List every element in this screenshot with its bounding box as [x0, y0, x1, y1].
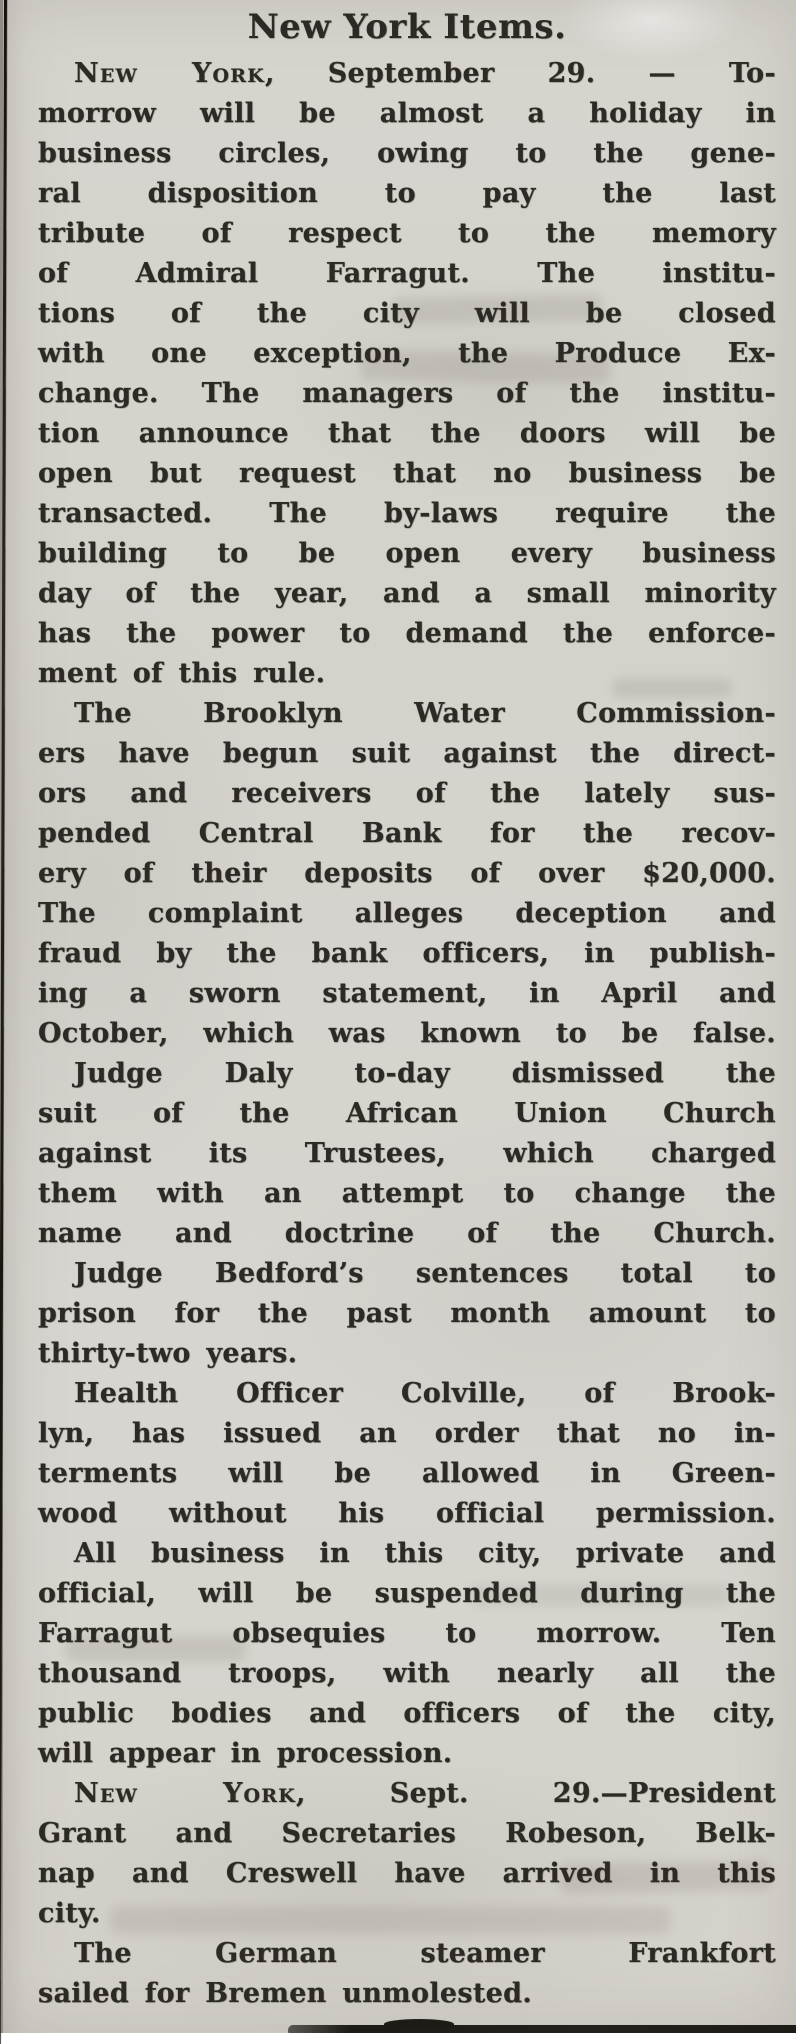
article-line: thirty-two years.: [38, 1338, 298, 1369]
article-line: Judge Daly to-day dismissed the: [74, 1058, 776, 1089]
article-line: fraud by the bank officers, in publish-: [38, 938, 776, 969]
article-line: October, which was known to be false.: [38, 1018, 776, 1049]
article-line: name and doctrine of the Church.: [38, 1218, 776, 1249]
article-line: city.: [38, 1898, 101, 1929]
article-line: with one exception, the Produce Ex-: [38, 338, 776, 369]
article-line: ors and receivers of the lately sus-: [38, 778, 776, 809]
article-line: ral disposition to pay the last: [38, 178, 776, 209]
article-line: transacted. The by-laws require the: [38, 498, 776, 529]
article-line: tion announce that the doors will be: [38, 418, 776, 449]
article-line: of Admiral Farragut. The institu-: [38, 258, 776, 289]
article-line: open but request that no business be: [38, 458, 776, 489]
dateline-smallcaps: New York: [74, 58, 265, 89]
article-line: ing a sworn statement, in April and: [38, 978, 776, 1009]
article-line: ery of their deposits of over $20,000.: [38, 858, 776, 889]
article-line: business circles, owing to the gene-: [38, 138, 776, 169]
dateline-smallcaps: New York: [74, 1778, 297, 1809]
article-line: change. The managers of the institu-: [38, 378, 776, 409]
article-line: wood without his official permission.: [38, 1498, 776, 1529]
article-line: pended Central Bank for the recov-: [38, 818, 776, 849]
article-line: Judge Bedford’s sentences total to: [74, 1258, 776, 1289]
article-line: [38, 1774, 776, 1814]
article-line: terments will be allowed in Green-: [38, 1458, 776, 1489]
article-line: nap and Creswell have arrived in this: [38, 1858, 776, 1889]
article-line: Farragut obsequies to morrow. Ten: [38, 1618, 776, 1649]
article-line: ers have begun suit against the direct-: [38, 738, 776, 769]
article-line: them with an attempt to change the: [38, 1178, 776, 1209]
article-line: Health Officer Colville, of Brook-: [74, 1378, 776, 1409]
article-line: The German steamer Frankfort: [74, 1938, 776, 1969]
article-line: The Brooklyn Water Commission-: [74, 698, 776, 729]
article-line: prison for the past month amount to: [38, 1298, 776, 1329]
article-line: morrow will be almost a holiday in: [38, 98, 776, 129]
article-line: Grant and Secretaries Robeson, Belk-: [38, 1818, 776, 1849]
article-line: suit of the African Union Church: [38, 1098, 776, 1129]
line-segment: , Sept. 29.—President: [296, 1778, 776, 1809]
article-line: tribute of respect to the memory: [38, 218, 776, 249]
article-line: tions of the city will be closed: [38, 298, 776, 329]
article-line: lyn, has issued an order that no in-: [38, 1418, 776, 1449]
article-line: All business in this city, private and: [74, 1538, 776, 1569]
article-line: sailed for Bremen unmolested.: [38, 1978, 533, 2009]
article-line: will appear in procession.: [38, 1738, 453, 1769]
article-line: thousand troops, with nearly all the: [38, 1658, 776, 1689]
article-line: day of the year, and a small minority: [38, 578, 776, 609]
article-body: [38, 54, 776, 2014]
line-segment: , September 29. — To-: [265, 58, 776, 89]
article-line: public bodies and officers of the city,: [38, 1698, 776, 1729]
article-line: ment of this rule.: [38, 658, 326, 689]
article-line: against its Trustees, which charged: [38, 1138, 776, 1169]
article-line: building to be open every business: [38, 538, 776, 569]
headline: New York Items.: [247, 7, 567, 47]
article-line: has the power to demand the enforce-: [38, 618, 776, 649]
article-line: The complaint alleges deception and: [38, 898, 776, 929]
article-line: [38, 54, 776, 94]
article-column: [38, 4, 776, 2014]
article-line: official, will be suspended during the: [38, 1578, 776, 1609]
bottom-rule: [288, 2025, 796, 2033]
